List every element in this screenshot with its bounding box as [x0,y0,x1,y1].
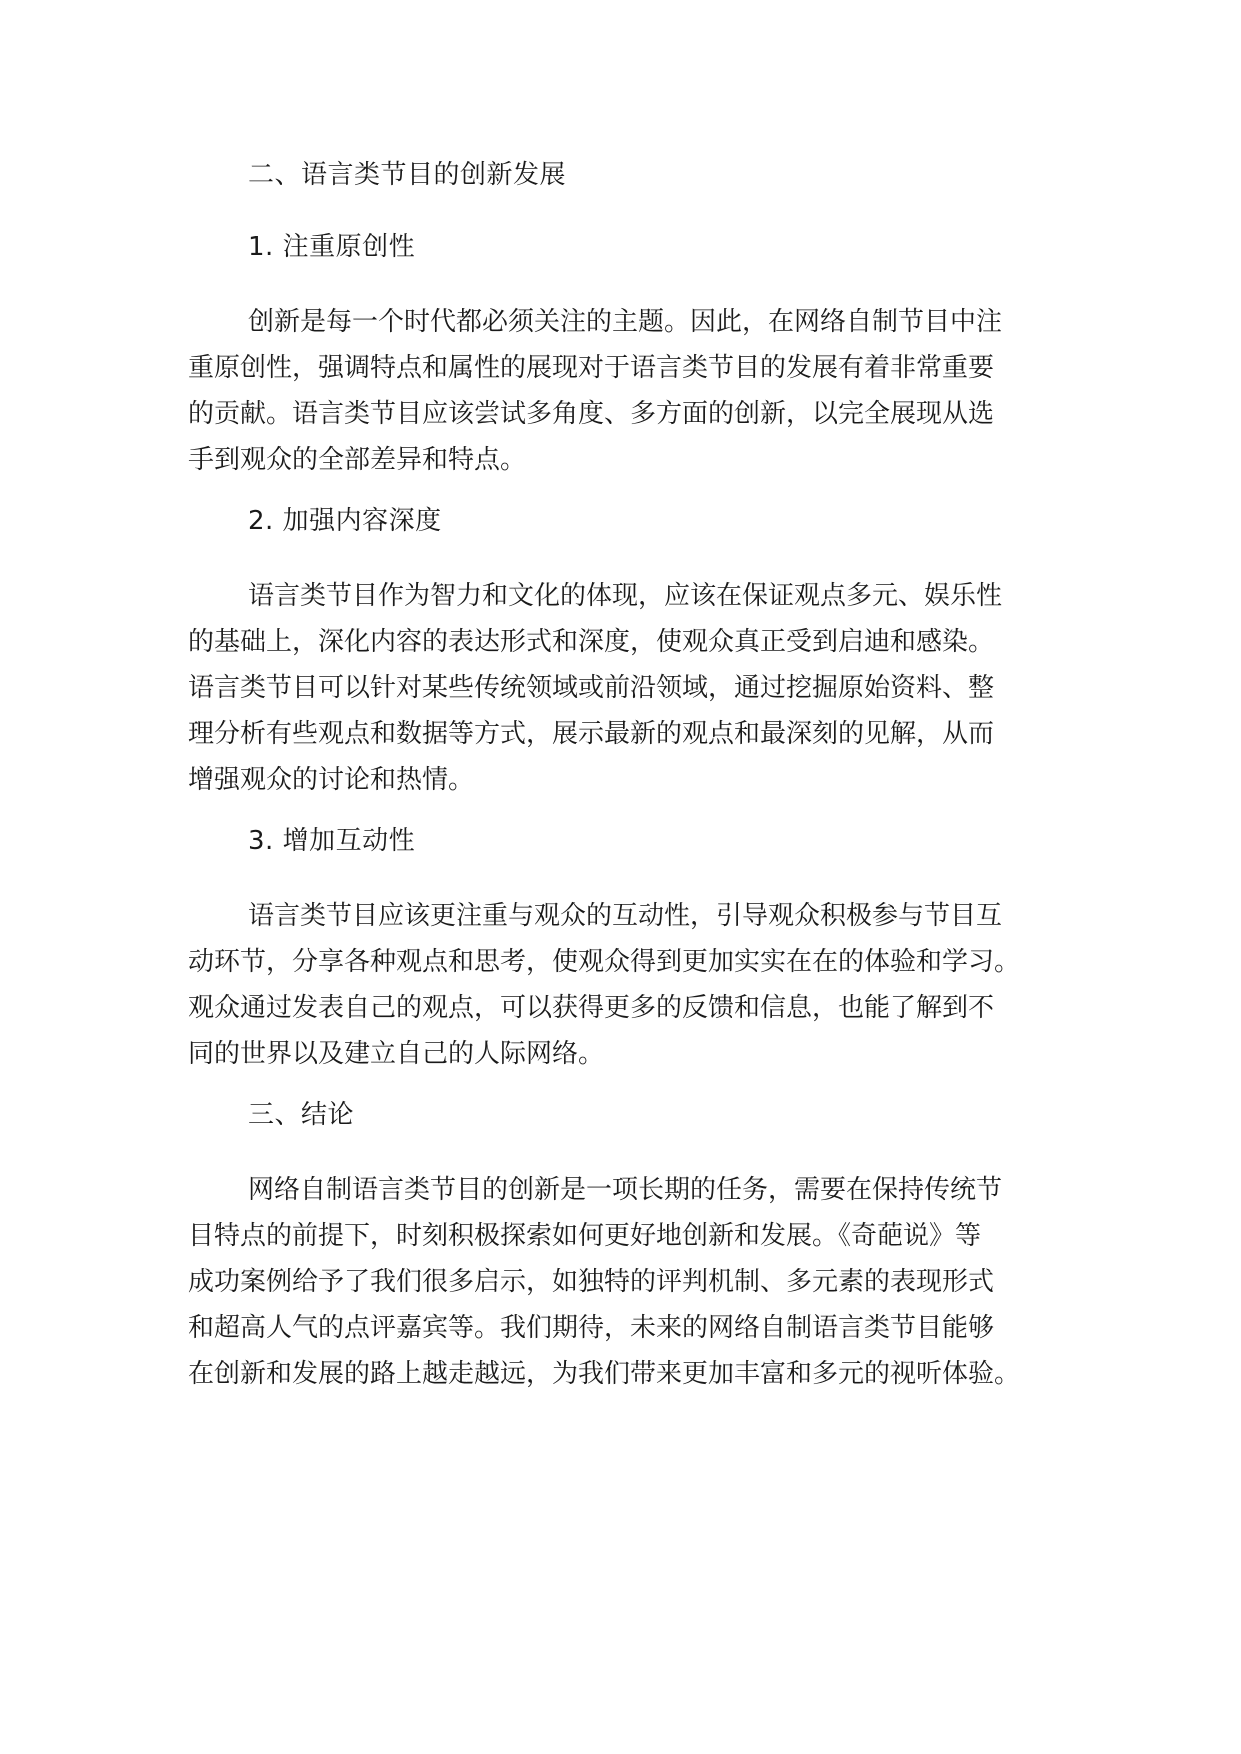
spacer [188,195,1068,227]
paragraph-line: 的基础上，深化内容的表达形式和深度，使观众真正受到启迪和感染。 [188,627,995,657]
paragraph-line: 创新是每一个时代都必须关注的主题。因此，在网络自制节目中注 [248,307,1003,337]
paragraph-line: 在创新和发展的路上越走越远，为我们带来更加丰富和多元的视听体验。 [188,1359,1021,1389]
subheading-originality: 1. 注重原创性 [248,232,416,262]
subheading-interactivity: 3. 增加互动性 [248,826,416,856]
paragraph-line: 理分析有些观点和数据等方式，展示最新的观点和最深刻的见解，从而 [188,719,995,749]
paragraph-line: 动环节，分享各种观点和思考，使观众得到更加实实在在的体验和学习。 [188,947,1021,977]
section-title-conclusion: 三、结论 [248,1100,355,1130]
paragraph-conclusion [188,1167,1068,1397]
paragraph-content-depth [188,573,1068,803]
spacer [188,1135,1068,1167]
paragraph-line: 目特点的前提下，时刻积极探索如何更好地创新和发展。《奇葩说》等 [188,1221,982,1251]
document-body [188,155,1068,1397]
paragraph-line: 和超高人气的点评嘉宾等。我们期待，未来的网络自制语言类节目能够 [188,1313,995,1343]
paragraph-line: 增强观众的讨论和热情。 [188,765,475,795]
spacer [188,541,1068,573]
spacer [188,483,1068,501]
paragraph-line: 语言类节目应该更注重与观众的互动性，引导观众积极参与节目互 [248,901,1003,931]
paragraph-line: 观众通过发表自己的观点，可以获得更多的反馈和信息，也能了解到不 [188,993,995,1023]
paragraph-line: 同的世界以及建立自己的人际网络。 [188,1039,605,1069]
spacer [188,1077,1068,1095]
paragraph-line: 网络自制语言类节目的创新是一项长期的任务，需要在保持传统节 [248,1175,1003,1205]
paragraph-line: 语言类节目作为智力和文化的体现，应该在保证观点多元、娱乐性 [248,581,1003,611]
paragraph-line: 重原创性，强调特点和属性的展现对于语言类节目的发展有着非常重要 [188,353,995,383]
spacer [188,267,1068,299]
paragraph-line: 成功案例给予了我们很多启示，如独特的评判机制、多元素的表现形式 [188,1267,995,1297]
paragraph-line: 语言类节目可以针对某些传统领域或前沿领域，通过挖掘原始资料、整 [188,673,995,703]
paragraph-line: 手到观众的全部差异和特点。 [188,445,527,475]
paragraph-line: 的贡献。语言类节目应该尝试多角度、多方面的创新，以完全展现从选 [188,399,995,429]
paragraph-interactivity [188,893,1068,1077]
spacer [188,861,1068,893]
subheading-content-depth: 2. 加强内容深度 [248,506,442,536]
section-title-innovation: 二、语言类节目的创新发展 [248,160,567,190]
spacer [188,803,1068,821]
paragraph-originality [188,299,1068,483]
